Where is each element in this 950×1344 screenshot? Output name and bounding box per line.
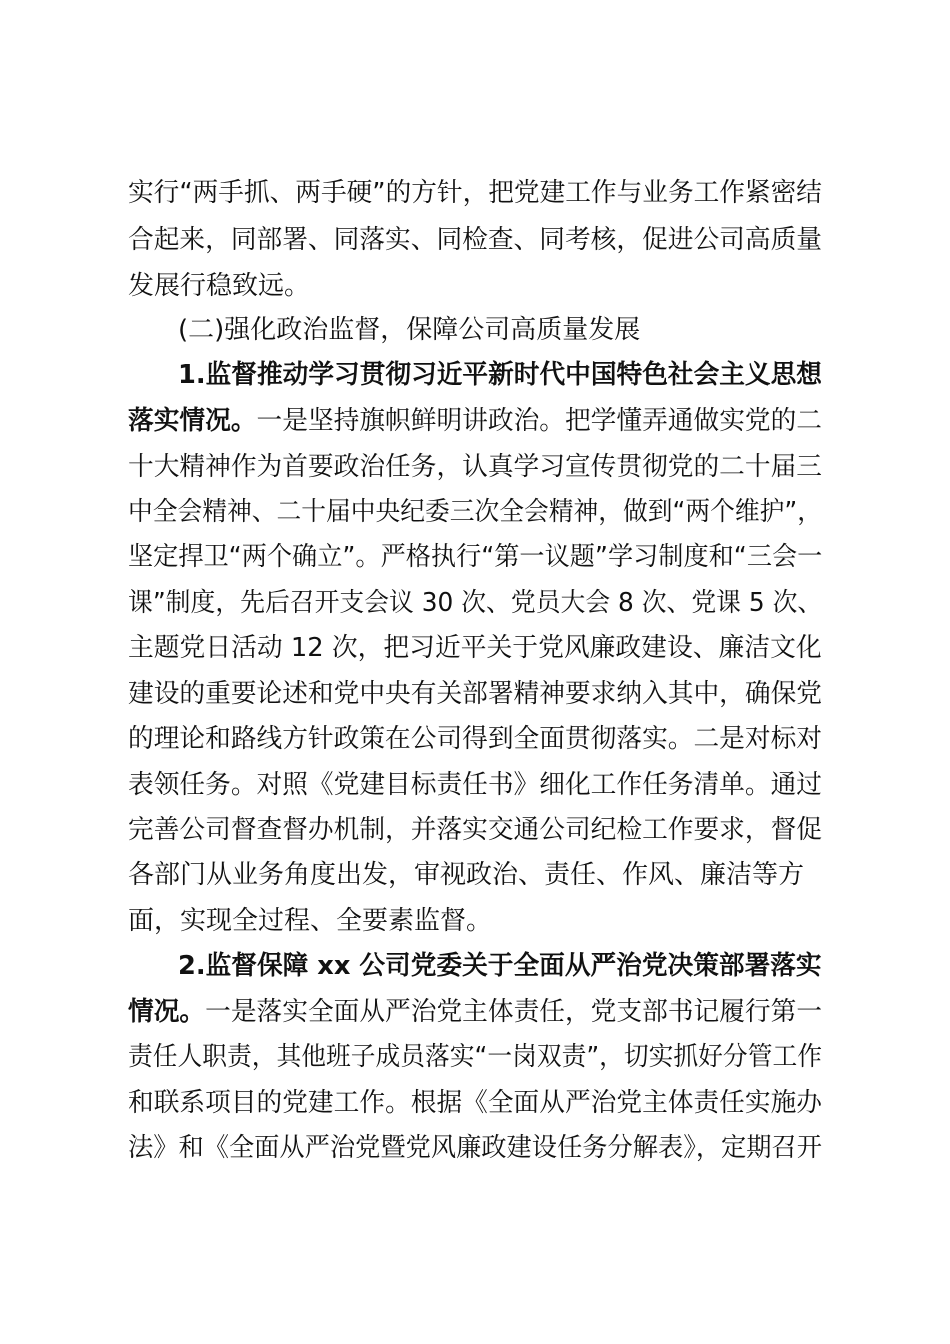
bold-text-run: 情况。	[128, 997, 206, 1027]
paragraph-line	[128, 815, 822, 845]
text-run: 中全会精神、二十届中央纪委三次全会精神，做到“两个维护”，	[128, 497, 822, 527]
section-heading	[178, 315, 640, 345]
paragraph-line	[128, 497, 822, 527]
text-run: 责任人职责，其他班子成员落实“一岗双责”，切实抓好分管工作	[128, 1042, 822, 1072]
text-run: 1.监督推动学习贯彻习近平新时代中国特色社会主义思想	[178, 360, 822, 390]
paragraph-line	[128, 178, 822, 208]
subsection-heading	[178, 360, 822, 390]
text-run: 完善公司督查督办机制，并落实交通公司纪检工作要求，督促	[128, 815, 823, 845]
paragraph-line	[128, 271, 310, 301]
text-run: 表领任务。对照《党建目标责任书》细化工作任务清单。通过	[128, 770, 823, 800]
bold-text-run: 落实情况。	[128, 406, 257, 436]
text-run: 实行“两手抓、两手硬”的方针，把党建工作与业务工作紧密结	[128, 178, 822, 208]
text-run: 主题党日活动 12 次，把习近平关于党风廉政建设、廉洁文化	[128, 633, 822, 663]
text-run: 各部门从业务角度出发，审视政治、责任、作风、廉洁等方	[128, 860, 805, 890]
text-run: 十大精神作为首要政治任务，认真学习宣传贯彻党的二十届三	[128, 452, 823, 482]
paragraph-line	[128, 1042, 822, 1072]
text-run: 的理论和路线方针政策在公司得到全面贯彻落实。二是对标对	[128, 724, 823, 754]
paragraph-line	[128, 860, 804, 890]
text-run: 面，实现全过程、全要素监督。	[128, 906, 493, 936]
text-run: 建设的重要论述和党中央有关部署精神要求纳入其中，确保党	[128, 679, 823, 709]
text-run: 2.监督保障 xx 公司党委关于全面从严治党决策部署落实	[178, 951, 822, 981]
text-run: 和联系项目的党建工作。根据《全面从严治党主体责任实施办	[128, 1088, 823, 1118]
text-run: 一是落实全面从严治党主体责任，党支部书记履行第一	[205, 997, 823, 1027]
paragraph-line	[128, 906, 492, 936]
text-run: 合起来，同部署、同落实、同检查、同考核，促进公司高质量	[128, 225, 823, 255]
paragraph-line	[128, 1133, 822, 1163]
text-run: 坚定捍卫“两个确立”。严格执行“第一议题”学习制度和“三会一	[128, 542, 823, 572]
paragraph-line	[128, 542, 822, 572]
subsection-heading	[178, 951, 822, 981]
paragraph-line	[128, 997, 822, 1027]
text-run: 法》和《全面从严治党暨党风廉政建设任务分解表》，定期召开	[128, 1133, 823, 1163]
text-run: 发展行稳致远。	[128, 271, 311, 301]
text-run: (二)强化政治监督，保障公司高质量发展	[178, 315, 641, 345]
text-run: 课”制度，先后召开支会议 30 次、党员大会 8 次、党课 5 次、	[128, 588, 823, 618]
paragraph-line	[128, 770, 822, 800]
paragraph-line	[128, 633, 822, 663]
paragraph-line	[128, 452, 822, 482]
paragraph-line	[128, 679, 822, 709]
text-run: 一是坚持旗帜鲜明讲政治。把学懂弄通做实党的二	[256, 406, 823, 436]
paragraph-line	[128, 406, 822, 436]
paragraph-line	[128, 588, 822, 618]
paragraph-line	[128, 225, 822, 255]
paragraph-line	[128, 724, 822, 754]
paragraph-line	[128, 1088, 822, 1118]
